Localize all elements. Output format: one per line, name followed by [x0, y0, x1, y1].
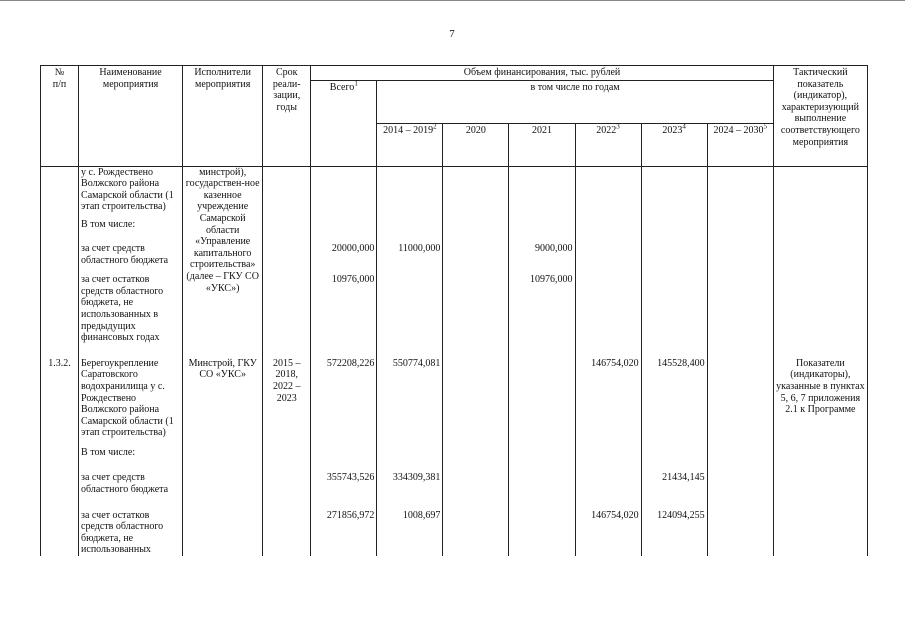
cell-y2023 [641, 439, 707, 459]
cell-term [263, 266, 311, 358]
cell-y2014: 334309,381 [377, 458, 443, 495]
cell-total [311, 439, 377, 459]
cell-y2022: 146754,020 [575, 358, 641, 439]
header-volume-title: Объем финансирования, тыс. рублей [311, 66, 773, 81]
cell-total: 572208,226 [311, 358, 377, 439]
cell-y2022: 146754,020 [575, 496, 641, 556]
table-row [41, 458, 868, 495]
cell-num: 1.3.2. [41, 358, 79, 439]
table-row [41, 496, 868, 556]
cell-y2023: 145528,400 [641, 358, 707, 439]
header-term: Срок реали- зации, годы [263, 66, 311, 167]
cell-name: В том числе: [79, 213, 183, 235]
cell-num [41, 166, 79, 213]
cell-y2020 [443, 496, 509, 556]
cell-indicator [773, 213, 867, 235]
cell-y2021 [509, 458, 575, 495]
cell-y2024 [707, 496, 773, 556]
cell-term [263, 496, 311, 556]
cell-y2021 [509, 496, 575, 556]
cell-indicator [773, 458, 867, 495]
cell-y2020 [443, 266, 509, 358]
cell-y2014 [377, 439, 443, 459]
cell-name: за счет средств областного бюджета [79, 458, 183, 495]
header-executors: Исполнители мероприятия [183, 66, 263, 167]
top-edge-line [0, 0, 905, 1]
cell-y2021 [509, 439, 575, 459]
cell-num [41, 213, 79, 235]
cell-executors [183, 439, 263, 459]
header-year-2021: 2021 [509, 123, 575, 166]
header-by-years: в том числе по годам [377, 80, 773, 123]
table-row [41, 439, 868, 459]
cell-y2024 [707, 458, 773, 495]
cell-total [311, 213, 377, 235]
table-row [41, 166, 868, 213]
cell-num [41, 235, 79, 266]
cell-y2014 [377, 266, 443, 358]
cell-num [41, 266, 79, 358]
cell-y2020 [443, 439, 509, 459]
cell-indicator [773, 235, 867, 266]
cell-term [263, 166, 311, 213]
cell-indicator [773, 166, 867, 213]
cell-y2024 [707, 166, 773, 213]
cell-y2022 [575, 439, 641, 459]
cell-term [263, 235, 311, 266]
cell-y2022 [575, 235, 641, 266]
cell-y2023 [641, 266, 707, 358]
cell-y2014: 550774,081 [377, 358, 443, 439]
cell-num [41, 439, 79, 459]
cell-y2023 [641, 235, 707, 266]
cell-total: 271856,972 [311, 496, 377, 556]
cell-total: 355743,526 [311, 458, 377, 495]
cell-num [41, 496, 79, 556]
cell-name: Берегоукрепление Саратовского водохранилища у с. Рождествено Волжского района Самарской области (1 этап строительства) [79, 358, 183, 439]
cell-y2021 [509, 213, 575, 235]
header-year-2023: 2023$^4$ [641, 123, 707, 166]
cell-y2022 [575, 458, 641, 495]
header-name: Наименование мероприятия [79, 66, 183, 167]
cell-indicator [773, 266, 867, 358]
cell-name: за счет остатков средств областного бюджета, не использованных в предыдущих финансовых годах [79, 266, 183, 358]
cell-name: за счет остатков средств областного бюджета, не использованных [79, 496, 183, 556]
cell-y2024 [707, 439, 773, 459]
cell-y2022 [575, 213, 641, 235]
cell-term [263, 213, 311, 235]
cell-y2021 [509, 166, 575, 213]
cell-num [41, 458, 79, 495]
header-num: № п/п [41, 66, 79, 167]
cell-y2023 [641, 166, 707, 213]
cell-total [311, 166, 377, 213]
cell-y2022 [575, 266, 641, 358]
cell-name: у с. Рождествено Волжского района Самарской области (1 этап строительства) [79, 166, 183, 213]
cell-y2014 [377, 166, 443, 213]
cell-executors [183, 458, 263, 495]
cell-indicator [773, 496, 867, 556]
cell-y2020 [443, 235, 509, 266]
cell-y2020 [443, 213, 509, 235]
cell-y2024 [707, 235, 773, 266]
page-number: 7 [449, 28, 455, 40]
cell-y2021: 10976,000 [509, 266, 575, 358]
cell-y2021: 9000,000 [509, 235, 575, 266]
cell-executors [183, 496, 263, 556]
cell-total: 10976,000 [311, 266, 377, 358]
cell-executors: минстрой), государствен-ное казенное учреждение Самарской области «Управление капитального строительства» (далее – ГКУ СО «УКС») [183, 166, 263, 358]
header-year-2022: 2022$^3$ [575, 123, 641, 166]
cell-indicator [773, 439, 867, 459]
cell-y2014: 11000,000 [377, 235, 443, 266]
cell-name: В том числе: [79, 439, 183, 459]
cell-y2021 [509, 358, 575, 439]
cell-total: 20000,000 [311, 235, 377, 266]
header-year-2024: 2024 – 2030$^5$ [707, 123, 773, 166]
cell-y2024 [707, 266, 773, 358]
header-indicator: Тактический показатель (индикатор), характеризующий выполнение соответствующего мероприятия [773, 66, 867, 167]
cell-y2024 [707, 358, 773, 439]
cell-y2014 [377, 213, 443, 235]
financing-table [40, 65, 868, 556]
header-total: Всего$^1$ [311, 80, 377, 166]
cell-executors: Минстрой, ГКУ СО «УКС» [183, 358, 263, 439]
cell-y2023: 124094,255 [641, 496, 707, 556]
header-year-2014: 2014 – 2019$^2$ [377, 123, 443, 166]
cell-name: за счет средств областного бюджета [79, 235, 183, 266]
cell-y2020 [443, 358, 509, 439]
table-row [41, 235, 868, 266]
cell-y2022 [575, 166, 641, 213]
cell-term [263, 458, 311, 495]
cell-term: 2015 – 2018, 2022 – 2023 [263, 358, 311, 439]
table-row [41, 358, 868, 439]
cell-y2023 [641, 213, 707, 235]
cell-y2014: 1008,697 [377, 496, 443, 556]
table-row [41, 213, 868, 235]
cell-y2023: 21434,145 [641, 458, 707, 495]
cell-term [263, 439, 311, 459]
cell-y2020 [443, 166, 509, 213]
cell-y2020 [443, 458, 509, 495]
table-row [41, 266, 868, 358]
header-year-2020: 2020 [443, 123, 509, 166]
cell-y2024 [707, 213, 773, 235]
cell-indicator: Показатели (индикаторы), указанные в пунктах 5, 6, 7 приложения 2.1 к Программе [773, 358, 867, 439]
